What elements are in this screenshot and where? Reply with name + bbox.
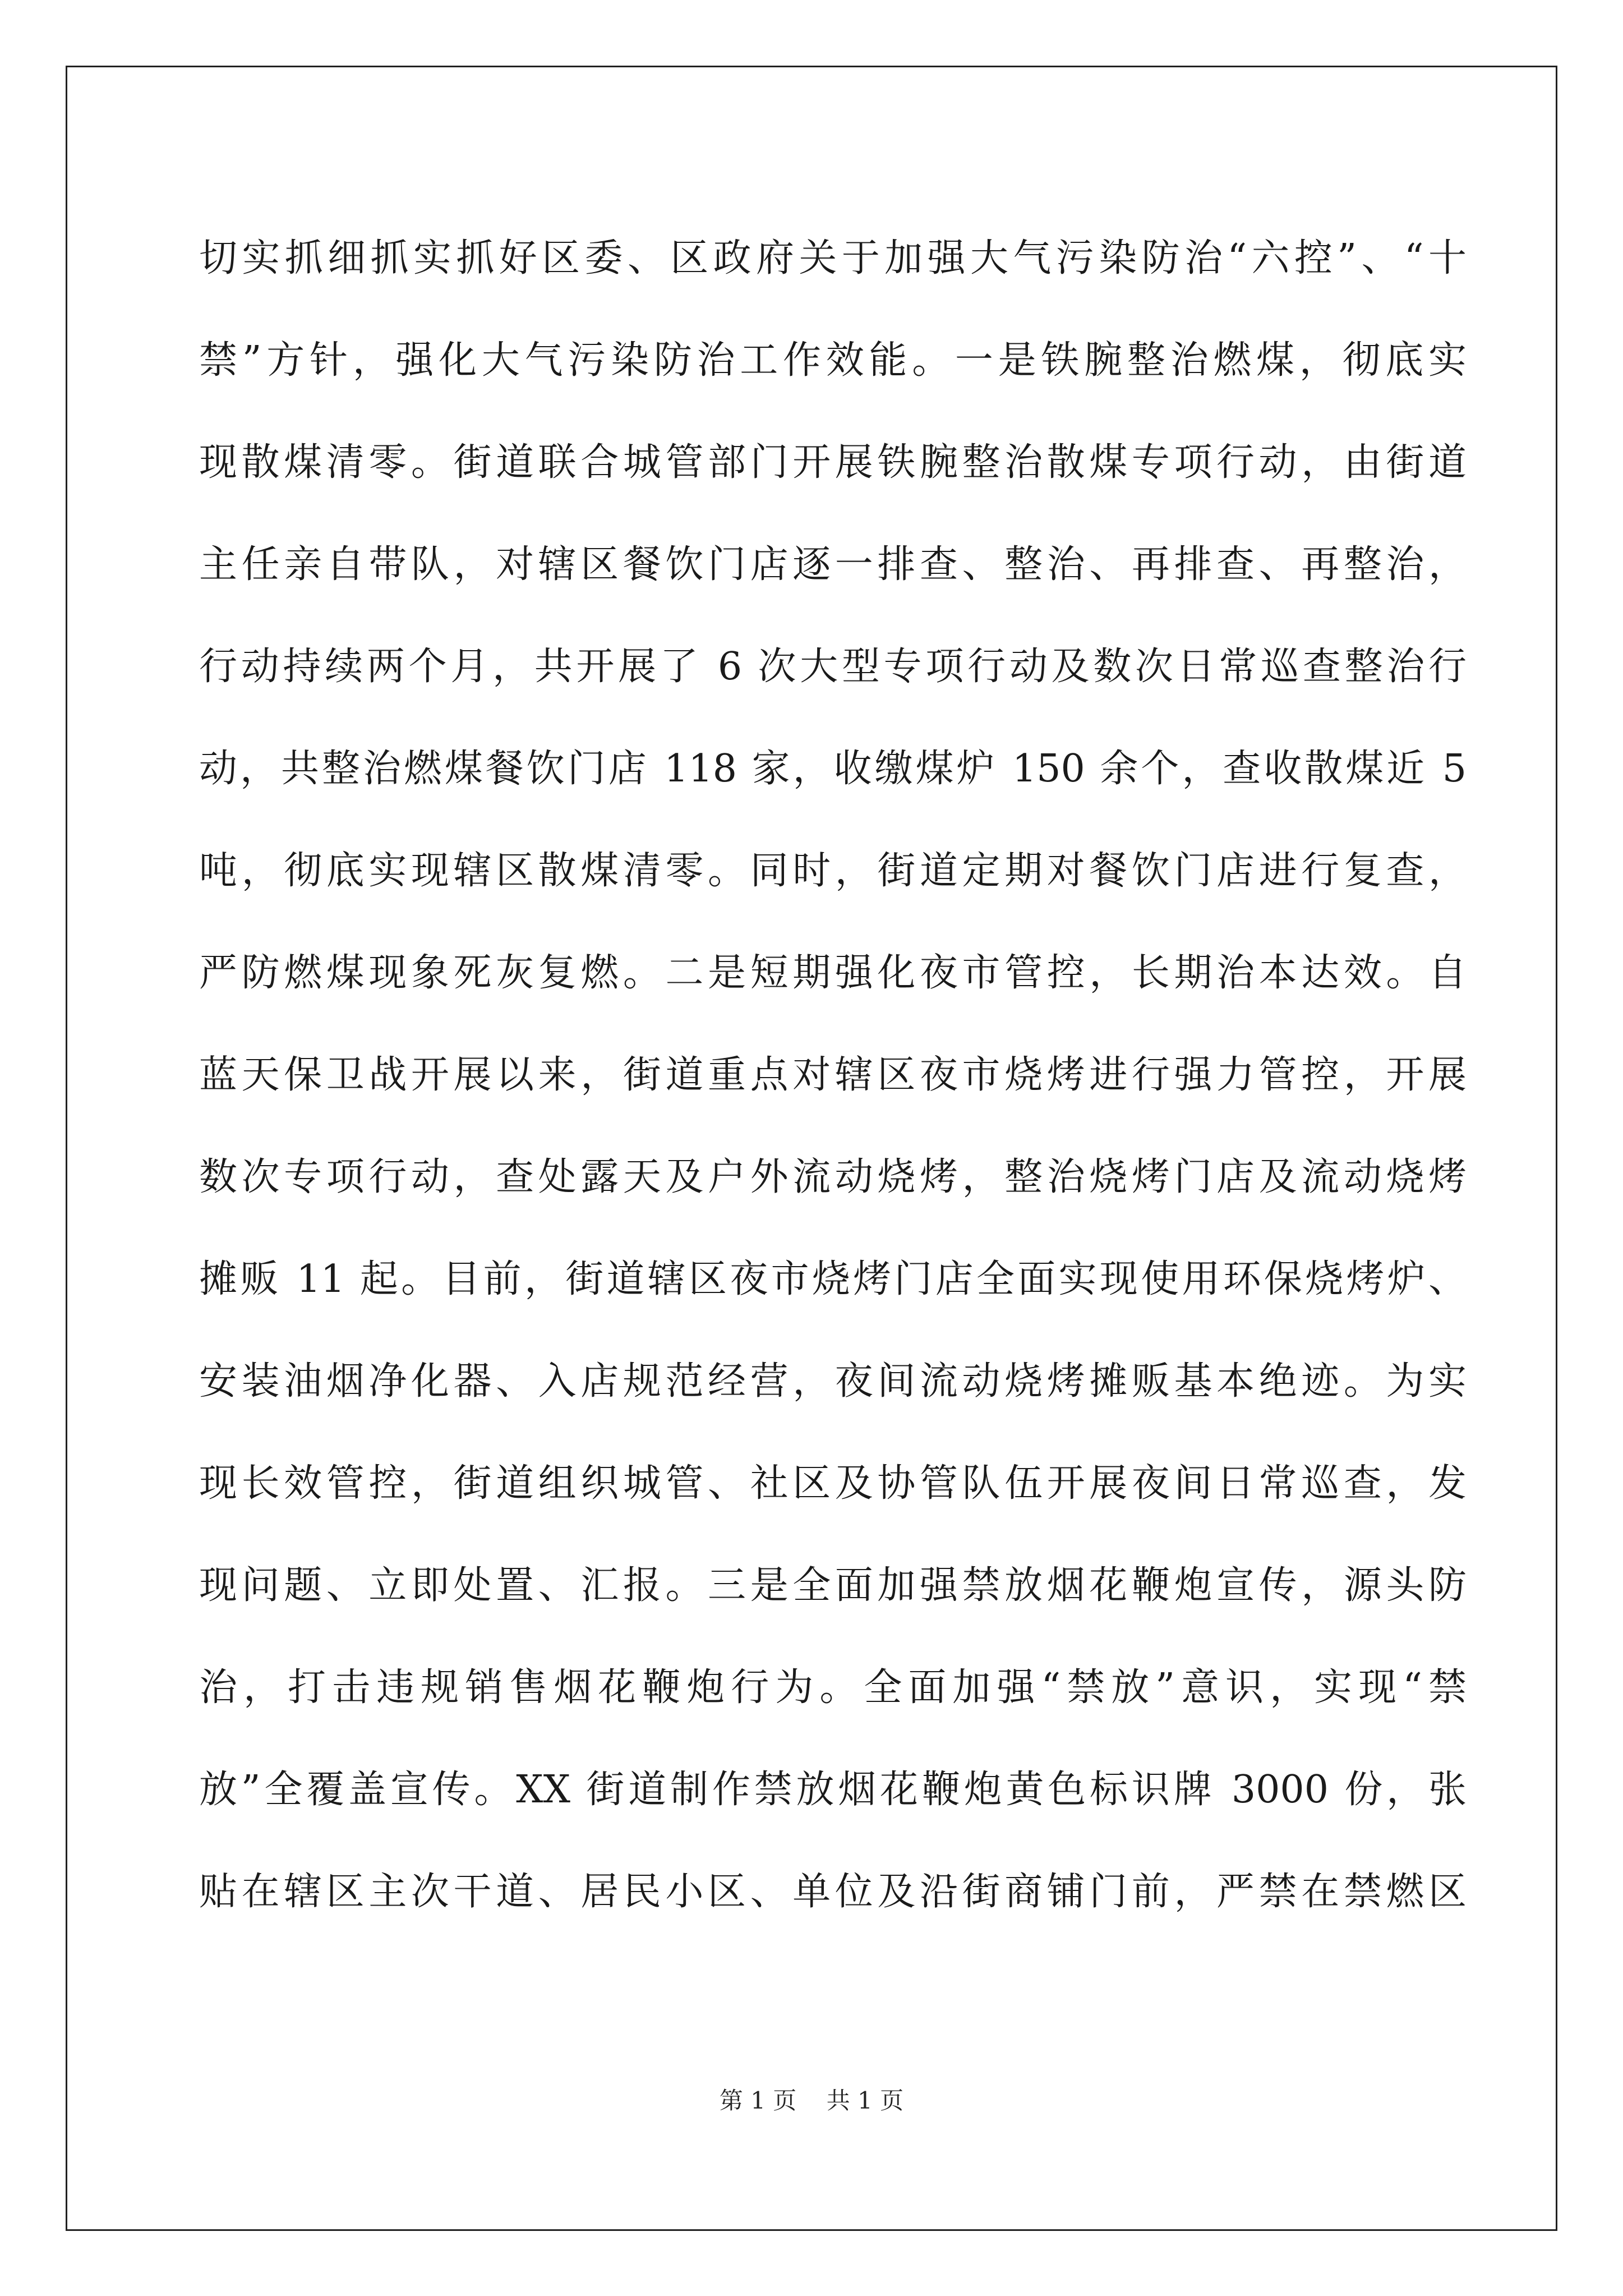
text-line: 禁”方针，强化大气污染防治工作效能。一是铁腕整治燃煤，彻底实 [199, 338, 1467, 383]
text-line: 放”全覆盖宣传。XX 街道制作禁放烟花鞭炮黄色标识牌 3000 份，张 [199, 1768, 1467, 1812]
text-line: 吨，彻底实现辖区散煤清零。同时，街道定期对餐饮门店进行复查， [199, 849, 1467, 893]
text-line: 现长效管控，街道组织城管、社区及协管队伍开展夜间日常巡查，发 [199, 1461, 1467, 1506]
text-line: 摊贩 11 起。目前，街道辖区夜市烧烤门店全面实现使用环保烧烤炉、 [199, 1257, 1467, 1301]
page-number: 第 1 页 共 1 页 [719, 2087, 904, 2114]
text-line: 贴在辖区主次干道、居民小区、单位及沿街商铺门前，严禁在禁燃区 [199, 1870, 1467, 1914]
text-line: 现散煤清零。街道联合城管部门开展铁腕整治散煤专项行动，由街道 [199, 440, 1467, 485]
text-line: 动，共整治燃煤餐饮门店 118 家，收缴煤炉 150 余个，查收散煤近 5 [199, 747, 1467, 791]
text-line: 数次专项行动，查处露天及户外流动烧烤，整治烧烤门店及流动烧烤 [199, 1155, 1467, 1199]
document-body [199, 208, 1467, 1943]
text-line: 切实抓细抓实抓好区委、区政府关于加强大气污染防治“六控”、“十 [199, 236, 1467, 280]
text-line: 严防燃煤现象死灰复燃。二是短期强化夜市管控，长期治本达效。自 [199, 951, 1467, 995]
text-line: 主任亲自带队，对辖区餐饮门店逐一排查、整治、再排查、再整治， [199, 542, 1467, 587]
text-line: 治，打击违规销售烟花鞭炮行为。全面加强“禁放”意识，实现“禁 [199, 1665, 1467, 1710]
text-line: 现问题、立即处置、汇报。三是全面加强禁放烟花鞭炮宣传，源头防 [199, 1563, 1467, 1608]
text-line: 行动持续两个月，共开展了 6 次大型专项行动及数次日常巡查整治行 [199, 645, 1467, 689]
text-line: 蓝天保卫战开展以来，街道重点对辖区夜市烧烤进行强力管控，开展 [199, 1053, 1467, 1097]
text-line: 安装油烟净化器、入店规范经营，夜间流动烧烤摊贩基本绝迹。为实 [199, 1359, 1467, 1404]
